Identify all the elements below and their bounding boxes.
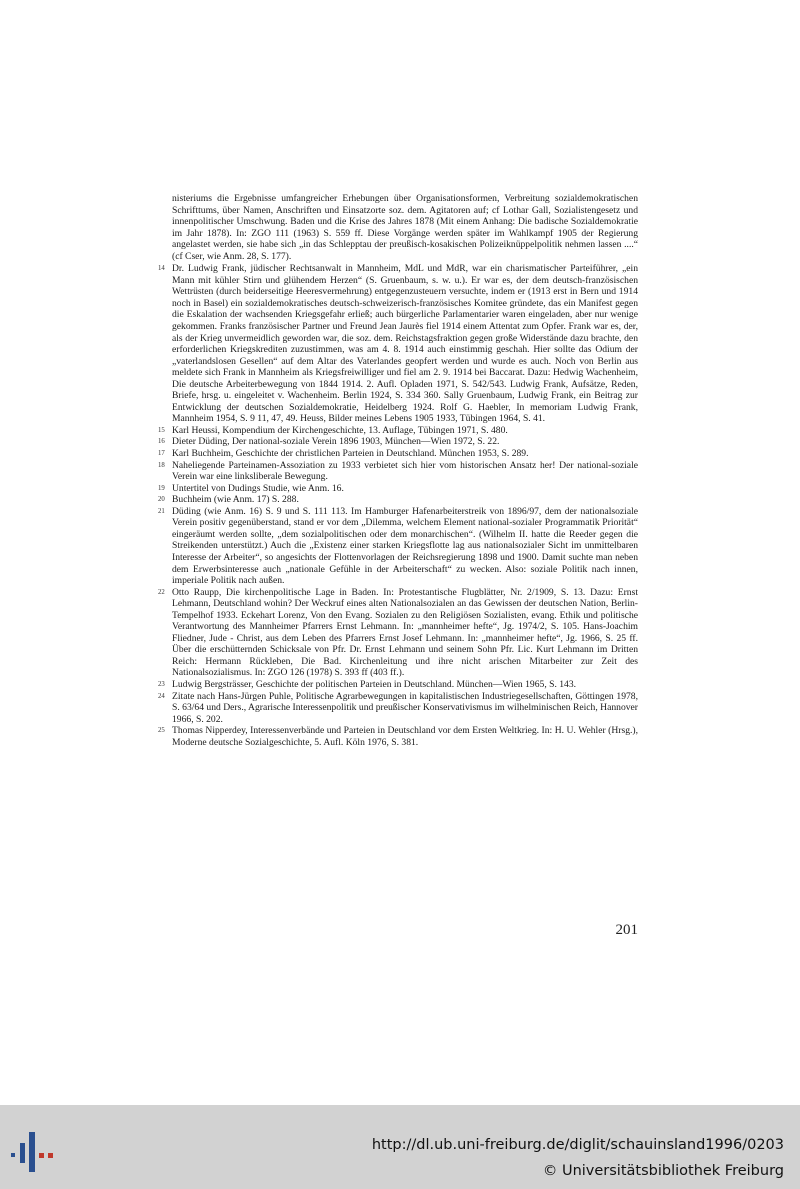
footnote-text: Karl Buchheim, Geschichte der christlichen Parteien in Deutschland. München 1953, S. 289. — [172, 448, 529, 460]
footnote-15 — [158, 424, 638, 437]
footnote-text: Thomas Nipperdey, Interessenverbände und Parteien in Deutschland vor dem Ersten Weltkrieg. In: H. U. Wehler (Hrsg.), Moderne deutsche Sozialgeschichte, 5. Aufl. Köln 1976, S. 381. — [172, 725, 638, 748]
footnote-text: Düding (wie Anm. 16) S. 9 und S. 111 113. Im Hamburger Hafenarbeiterstreik von 1896/97, dem der nationalsoziale Verein positiv gegenüberstand, stand er vor dem „Dilemma, welchem Element national-sozialer Programmatik Priorität“ eingeräumt werden sollte, „dem sozialpolitischen oder dem monarchischen“. (Wilhelm II. hatte die Reeder gegen die Streikenden unterstützt.) Auch die „Existenz einer starken Kriegsflotte lag aus nationalsozialer Sicht im unmittelbaren Interesse der Arbeiter“, so angesichts der Flottenvorlagen der Reichsregierung 1898 und 1900. Damit suchte man neben dem Erwerbsinteresse auch „nationale Gefühle in der Arbeiterschaft“ zu wecken. Also: soziale Politik nach innen, imperiale Politik nach außen. — [172, 505, 638, 587]
footnote-number: 24 — [158, 692, 165, 700]
footnote-16 — [158, 436, 638, 448]
footnote-number: 17 — [158, 450, 165, 458]
footnote-text: Dr. Ludwig Frank, jüdischer Rechtsanwalt in Mannheim, MdL und MdR, war ein charismatischer Parteiführer, „ein Mann mit kühler Stirn und glühendem Herzen“ (S. Gruenbaum, s. w. u.). Er war es, der dem deutsch-französischen Wettrüsten (durch beiderseitige Heeresvermehrung) entgegenzusteuern versuchte, indem er (1913 erst in Bern und 1914 noch in Basel) ein sozialdemokratisches deutsch-schweizerisch-französisches Komitee gründete, das ein Manifest gegen die Eskalation der wachsenden Kriegsgefahr erließ; auch bürgerliche Parlamentarier waren eingeladen, aber nur wenige gekommen. Franks französischer Partner und Freund Jean Jaurès fiel 1914 einem Attentat zum Opfer. Frank war es, der, als der Krieg unvermeidlich geworden war, die soz. dem. Reichstagsfraktion gegen große Widerstände dazu brachte, den erforderlichen Kriegskrediten zuzustimmen, was am 4. 8. 1914 auch einstimmig geschah. Hier sollte das Odium der „vaterlandslosen Gesellen“ auf dem Altar des Vaterlandes geopfert werden und wurde es auch. Noch von Berlin aus meldete sich Frank in Mannheim als Kriegsfreiwilliger und fiel am 2. 9. 1914 bei Baccarat. Dazu: Hedwig Wachenheim, Die deutsche Arbeiterbewegung von 1844 1914. 2. Aufl. Opladen 1971, S. 542/543. Ludwig Frank, Aufsätze, Reden, Briefe, hrsg. u. eingeleitet v. Wachenheim. Berlin 1924, S. 334 360. Sally Gruenbaum, Ludwig Frank, ein Beitrag zur Entwicklung der deutschen Sozialdemokratie, Heidelberg 1924. Rolf G. Haebler, In memoriam Ludwig Frank, Mannheim 1954, S. 9 11, 47, 49. Heuss, Bilder meines Lebens 1905 1933, Tübingen 1964, S. 41. — [172, 263, 638, 425]
footnote-number: 20 — [158, 496, 165, 504]
footnote-text: Ludwig Bergsträsser, Geschichte der politischen Parteien in Deutschland. München—Wien 1965, S. 143. — [172, 678, 577, 690]
footnote-number: 23 — [158, 680, 165, 688]
footnote-number: 16 — [158, 438, 165, 446]
footnote-25 — [158, 725, 638, 748]
permalink-url[interactable]: http://dl.ub.uni-freiburg.de/diglit/schauinsland1996/0203 — [371, 1137, 784, 1153]
footnote-23 — [158, 678, 638, 691]
footnote-22 — [158, 586, 638, 679]
footnote-number: 22 — [158, 588, 165, 596]
footnote-14 — [158, 263, 638, 425]
ub-freiburg-logo-icon — [10, 1130, 54, 1174]
footnote-19 — [158, 482, 638, 495]
footnote-24 — [158, 690, 638, 726]
footnote-18 — [158, 459, 638, 483]
footnote-text: Zitate nach Hans-Jürgen Puhle, Politische Agrarbewegungen in kapitalistischen Industriegesellschaften, Göttingen 1978, S. 63/64 und Ders., Agrarische Interessenpolitik und preußischer Konservativismus im wilhelminischen Reich, Hannover 1966, S. 202. — [172, 690, 638, 725]
page-number: 201 — [615, 922, 638, 938]
footnote-text: Naheliegende Parteinamen-Assoziation zu 1933 verbietet sich hier vom historischen Ansatz her! Der national-soziale Verein war eine linksliberale Bewegung. — [172, 459, 638, 483]
footnote-continuation: nisteriums die Ergebnisse umfangreicher Erhebungen über Organisationsformen, Verbreitung sozialdemokratischen Schrifttums, über Namen, Anschriften und Einsatzorte soz. dem. Agitatoren auf; cf Lothar Gall, Sozialistengesetz und innenpolitischer Umschwung. Baden und die Krise des Jahres 1878 (Mit einem Anhang: Die badische Sozialdemokratie im Jahr 1878). In: ZGO 111 (1963) S. 559 ff. Diese Vorgänge werden später im Wahlkampf 1905 der Regierung angelastet werden, sie habe sich „in das Schlepptau der preußisch-kosakischen Polizeiknüppelpolitik nehmen lassen ....“ (cf Cser, wie Anm. 28, S. 177). — [172, 193, 638, 262]
footnote-number: 14 — [158, 265, 165, 273]
footnote-text: Untertitel von Dudings Studie, wie Anm. 16. — [172, 482, 344, 494]
footnote-number: 15 — [158, 426, 165, 434]
footnote-17 — [158, 448, 638, 460]
copyright-notice: © Universitätsbibliothek Freiburg — [542, 1163, 784, 1179]
footnote-number: 19 — [158, 484, 165, 492]
footnote-text: Karl Heussi, Kompendium der Kirchengeschichte, 13. Auflage, Tübingen 1971, S. 480. — [172, 424, 508, 436]
footnote-21 — [158, 505, 638, 587]
footnote-block — [158, 193, 638, 748]
footnote-text: Dieter Düding, Der national-soziale Verein 1896 1903, München—Wien 1972, S. 22. — [172, 436, 500, 448]
footnote-number: 25 — [158, 727, 165, 735]
footnote-number: 18 — [158, 461, 165, 469]
footnote-text: Buchheim (wie Anm. 17) S. 288. — [172, 494, 299, 506]
footnote-20 — [158, 494, 638, 506]
footnote-number: 21 — [158, 507, 165, 515]
footnote-text: Otto Raupp, Die kirchenpolitische Lage in Baden. In: Protestantische Flugblätter, Nr. 2/1909, S. 13. Dazu: Ernst Lehmann, Deutschland wohin? Der Weckruf eines alten Nationalsozialen an das Gewissen der deutschen Nation, Berlin-Tempelhof 1933. Eckehart Lorenz, Von den Evang. Sozialen zu den Religiösen Sozialisten, evang. Ethik und politische Verantwortung des Mannheimer Pfarrers Ernst Lehmann. In: „mannheimer hefte“, Jg. 1974/2, S. 105. Hans-Joachim Fliedner, Jude - Christ, aus dem Leben des Pfarrers Ernst Josef Lehmann. In: „mannheimer hefte“, Jg. 1966, S. 25 ff. Über die erschütternden Schicksale von Pfr. Dr. Ernst Lehmann und seinem Sohn Pfr. Lic. Kurt Lehmann im Dritten Reich: Hermann Rückleben, Die Bad. Kirchenleitung und ihre nicht arischen Mitarbeiter zur Zeit des Nationalsozialismus. In: ZGO 126 (1978) S. 393 ff (403 ff.). — [172, 586, 638, 679]
